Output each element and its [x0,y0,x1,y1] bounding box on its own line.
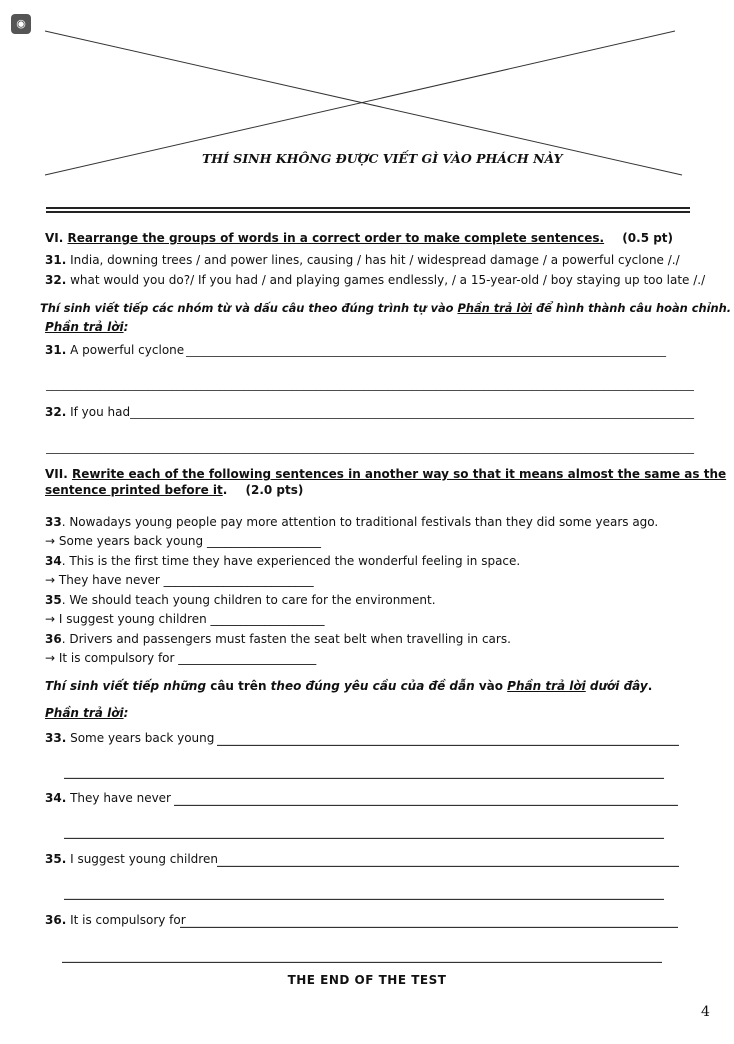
section7-heading-line2: sentence printed before it. (2.0 pts) [45,483,304,497]
answer-34-line-2[interactable]: ____________________________________________________________________________________________________ [64,825,664,839]
divider-bottom [46,211,690,213]
question-36-prompt: → It is compulsory for _______________________ [45,651,317,665]
section6-heading: VI. Rearrange the groups of words in a correct order to make complete sentences. (0.5 pt) [45,231,674,245]
question-31: 31. India, downing trees / and power lines, causing / has hit / widespread damage / a powerful cyclone /./ [45,253,680,267]
question-34-prompt: → They have never _________________________ [45,573,314,587]
question-33-prompt: → Some years back young ___________________ [45,534,321,548]
question-34: 34. This is the first time they have experienced the wonderful feeling in space. [45,554,521,568]
question-32: 32. what would you do?/ If you had / and playing games endlessly, / a 15-year-old / boy staying up too late /./ [45,273,706,287]
answer-31-start: 31. A powerful cyclone [45,343,185,357]
answer-34-line-1[interactable]: ____________________________________________________________________________________ [174,792,678,806]
stamp-text: THÍ SINH KHÔNG ĐƯỢC VIẾT GÌ VÀO PHÁCH NÀY [202,151,563,166]
answer-36-start: 36. It is compulsory for [45,913,186,927]
question-36: 36. Drivers and passengers must fasten the seat belt when travelling in cars. [45,632,511,646]
page-number: 4 [701,1004,710,1020]
cross-out-lines [0,0,734,200]
end-of-test: THE END OF THE TEST [287,973,447,987]
section7-heading-line1: VII. Rewrite each of the following sentences in another way so that it means almost the same as the [45,467,727,481]
answer-33-start: 33. Some years back young [45,731,215,745]
answer-35-line-2[interactable]: ____________________________________________________________________________________________________ [64,886,664,900]
section7-note: Thí sinh viết tiếp những câu trên theo đúng yêu cầu của đề dẫn vào Phần trả lời dưới đây. [45,679,653,693]
answer-33-line-2[interactable]: ____________________________________________________________________________________________________ [64,765,664,779]
divider-top [46,207,690,209]
section7-answer-label: Phần trả lời: [45,706,129,720]
question-33: 33. Nowadays young people pay more attention to traditional festivals than they did some years ago. [45,515,659,529]
answer-36-line-2[interactable]: ____________________________________________________________________________________________________ [62,949,662,963]
answer-32-line-1[interactable]: ______________________________________________________________________________________________ [130,405,694,419]
question-35: 35. We should teach young children to care for the environment. [45,593,436,607]
answer-35-start: 35. I suggest young children [45,852,218,866]
question-35-prompt: → I suggest young children ___________________ [45,612,325,626]
answer-33-line-1[interactable]: _____________________________________________________________________________ [217,732,679,746]
answer-32-start: 32. If you had [45,405,131,419]
answer-32-line-2[interactable]: ____________________________________________________________________________________________________________ [46,440,694,454]
answer-31-line-1[interactable]: ________________________________________________________________________________ [186,343,666,357]
record-icon: ◉ [11,14,31,34]
section6-note: Thí sinh viết tiếp các nhóm từ và dấu câu theo đúng trình tự vào Phần trả lời để hình thành câu hoàn chỉnh. [40,301,732,315]
answer-36-line-1[interactable]: ___________________________________________________________________________________ [180,914,678,928]
answer-35-line-1[interactable]: _____________________________________________________________________________ [217,853,679,867]
section6-answer-label: Phần trả lời: [45,320,129,334]
answer-34-start: 34. They have never [45,791,171,805]
answer-31-line-2[interactable]: ____________________________________________________________________________________________________________ [46,377,694,391]
